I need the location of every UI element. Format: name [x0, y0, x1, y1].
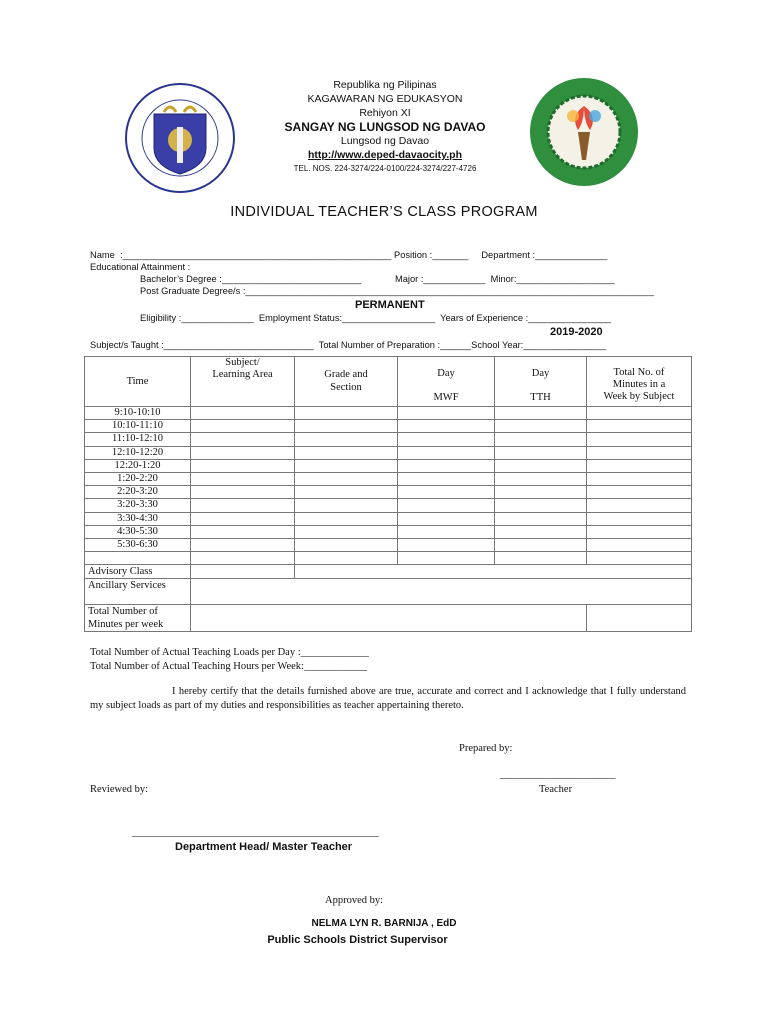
time-slot-row [85, 499, 692, 512]
header-day-tth: Day TTH [495, 357, 587, 407]
schedule-cell[interactable] [191, 420, 295, 433]
schedule-cell[interactable] [398, 538, 495, 551]
schedule-cell[interactable] [587, 407, 692, 420]
schedule-cell[interactable] [398, 552, 495, 565]
advisory-class-cell[interactable] [191, 565, 295, 579]
schedule-cell[interactable] [495, 459, 587, 472]
schedule-cell[interactable] [295, 433, 398, 446]
department-line: KAGAWARAN NG EDUKASYON [307, 93, 463, 105]
schedule-cell[interactable] [191, 486, 295, 499]
schedule-cell[interactable] [398, 407, 495, 420]
advisory-class-row [85, 565, 692, 579]
schedule-cell[interactable] [495, 525, 587, 538]
subjects-taught-field[interactable]: Subject/s Taught :_____________________________ Total Number of Preparation :______School Year:________________ [90, 340, 607, 350]
advisory-class-label: Advisory Class [85, 565, 191, 579]
time-cell: 10:10-11:10 [85, 420, 191, 433]
division-line: SANGAY NG LUNGSOD NG DAVAO [284, 120, 486, 134]
schedule-cell[interactable] [495, 472, 587, 485]
teacher-signature-line[interactable]: ______________________ [500, 769, 616, 780]
schedule-cell[interactable] [398, 446, 495, 459]
ancillary-services-row [85, 579, 692, 605]
schedule-cell[interactable] [398, 486, 495, 499]
time-cell: 2:20-3:20 [85, 486, 191, 499]
schedule-cell[interactable] [587, 472, 692, 485]
time-slot-row [85, 407, 692, 420]
schedule-cell[interactable] [295, 459, 398, 472]
time-slot-row [85, 552, 692, 565]
schedule-cell[interactable] [191, 433, 295, 446]
schedule-cell[interactable] [495, 407, 587, 420]
total-minutes-cell[interactable] [191, 605, 587, 632]
schedule-cell[interactable] [191, 499, 295, 512]
supervisor-title: Public Schools District Supervisor [267, 934, 448, 946]
schedule-cell[interactable] [587, 446, 692, 459]
schedule-cell[interactable] [191, 525, 295, 538]
schedule-cell[interactable] [191, 538, 295, 551]
schedule-cell[interactable] [295, 407, 398, 420]
time-slot-row [85, 446, 692, 459]
schedule-cell[interactable] [495, 433, 587, 446]
total-minutes-row [85, 605, 692, 632]
schedule-cell[interactable] [587, 499, 692, 512]
educational-attainment-label: Educational Attainment : [90, 262, 191, 272]
schedule-cell[interactable] [295, 512, 398, 525]
schedule-cell[interactable] [587, 525, 692, 538]
city-line: Lungsod ng Davao [340, 135, 430, 147]
time-slot-row [85, 433, 692, 446]
ancillary-services-cell[interactable] [191, 579, 692, 605]
schedule-cell[interactable] [587, 552, 692, 565]
class-program-table [84, 356, 692, 632]
schedule-cell[interactable] [587, 433, 692, 446]
schedule-cell[interactable] [587, 459, 692, 472]
total-minutes-label: Total Number of Minutes per week [85, 605, 191, 632]
advisory-class-cell[interactable] [295, 565, 692, 579]
employment-status-value: PERMANENT [355, 299, 425, 311]
schedule-cell[interactable] [398, 472, 495, 485]
schedule-cell[interactable] [495, 420, 587, 433]
deped-seal-logo [124, 82, 236, 194]
schedule-cell[interactable] [398, 525, 495, 538]
schedule-cell[interactable] [191, 472, 295, 485]
total-minutes-cell[interactable] [587, 605, 692, 632]
time-slot-row [85, 420, 692, 433]
schedule-cell[interactable] [295, 552, 398, 565]
teacher-label: Teacher [539, 784, 573, 795]
schedule-cell[interactable] [295, 420, 398, 433]
schedule-cell[interactable] [295, 472, 398, 485]
schedule-cell[interactable] [495, 446, 587, 459]
letterhead [240, 78, 530, 176]
time-cell: 11:10-12:10 [85, 433, 191, 446]
schedule-cell[interactable] [495, 538, 587, 551]
certification-text: I hereby certify that the details furnished above are true, accurate and correct and I acknowledge that I fully understand my subject loads as part of my duties and responsibilities as teacher appertaining thereto. [90, 686, 686, 711]
time-slot-row [85, 459, 692, 472]
time-slot-row [85, 525, 692, 538]
department-head-signature-line[interactable]: _______________________________________________ [132, 827, 379, 838]
ancillary-services-label: Ancillary Services [85, 579, 191, 605]
schedule-cell[interactable] [295, 525, 398, 538]
header-subject: Subject/ Learning Area [191, 357, 295, 407]
header-day-mwf: Day MWF [398, 357, 495, 407]
schedule-cell[interactable] [191, 512, 295, 525]
time-cell: 3:20-3:30 [85, 499, 191, 512]
schedule-cell[interactable] [587, 486, 692, 499]
school-year-value: 2019-2020 [550, 326, 603, 338]
department-head-label: Department Head/ Master Teacher [175, 841, 353, 853]
schedule-cell[interactable] [587, 512, 692, 525]
schedule-cell[interactable] [495, 499, 587, 512]
time-cell: 4:30-5:30 [85, 525, 191, 538]
prepared-by-label: Prepared by: [459, 743, 513, 754]
document-title: INDIVIDUAL TEACHER’S CLASS PROGRAM [230, 204, 538, 220]
post-graduate-field[interactable]: Post Graduate Degree/s :_______________________________________________________________________________ [140, 286, 654, 296]
time-slot-row [85, 486, 692, 499]
schedule-cell[interactable] [495, 552, 587, 565]
republic-line: Republika ng Pilipinas [333, 79, 437, 91]
time-cell: 1:20-2:20 [85, 472, 191, 485]
bachelor-degree-field[interactable]: Bachelor’s Degree :___________________________ Major :____________ Minor:___________________ [140, 274, 615, 284]
time-slot-row [85, 538, 692, 551]
davao-division-logo [528, 76, 640, 188]
loads-per-day-field[interactable]: Total Number of Actual Teaching Loads per Day :_____________ [90, 647, 369, 658]
region-line: Rehiyon XI [359, 107, 411, 119]
schedule-cell[interactable] [587, 420, 692, 433]
time-cell: 12:10-12:20 [85, 446, 191, 459]
name-field[interactable]: Name :____________________________________________________ Position :_______ Department :______________ [90, 250, 608, 260]
schedule-cell[interactable] [295, 486, 398, 499]
schedule-cell[interactable] [398, 420, 495, 433]
schedule-cell[interactable] [295, 446, 398, 459]
table-header-row [85, 357, 692, 407]
time-slot-row [85, 512, 692, 525]
website-link[interactable]: http://www.deped-davaocity.ph [307, 149, 462, 161]
schedule-cell[interactable] [398, 512, 495, 525]
header-grade-section: Grade and Section [295, 357, 398, 407]
supervisor-name: NELMA LYN R. BARNIJA , EdD [311, 918, 457, 929]
hours-per-week-field[interactable]: Total Number of Actual Teaching Hours per Week:____________ [90, 661, 367, 672]
eligibility-field[interactable]: Eligibility :______________ Employment Status:__________________ Years of Experience :________________ [140, 313, 611, 323]
schedule-cell[interactable] [191, 446, 295, 459]
time-cell: 3:30-4:30 [85, 512, 191, 525]
schedule-cell[interactable] [495, 486, 587, 499]
time-slot-row [85, 472, 692, 485]
schedule-cell[interactable] [191, 459, 295, 472]
schedule-cell[interactable] [587, 538, 692, 551]
reviewed-by-label: Reviewed by: [90, 784, 149, 795]
header-time: Time [85, 357, 191, 407]
schedule-cell[interactable] [398, 499, 495, 512]
schedule-cell[interactable] [191, 407, 295, 420]
schedule-cell[interactable] [398, 459, 495, 472]
schedule-cell[interactable] [495, 512, 587, 525]
time-cell: 12:20-1:20 [85, 459, 191, 472]
schedule-cell[interactable] [398, 433, 495, 446]
telephone-line: TEL. NOS. 224-3274/224-0100/224-3274/227-4726 [293, 164, 477, 173]
schedule-cell[interactable] [295, 499, 398, 512]
time-cell [85, 552, 191, 565]
time-cell: 9:10-10:10 [85, 407, 191, 420]
schedule-cell[interactable] [191, 552, 295, 565]
schedule-cell[interactable] [295, 538, 398, 551]
header-total-minutes: Total No. of Minutes in a Week by Subject [587, 357, 692, 407]
approved-by-label: Approved by: [325, 895, 384, 906]
time-cell: 5:30-6:30 [85, 538, 191, 551]
